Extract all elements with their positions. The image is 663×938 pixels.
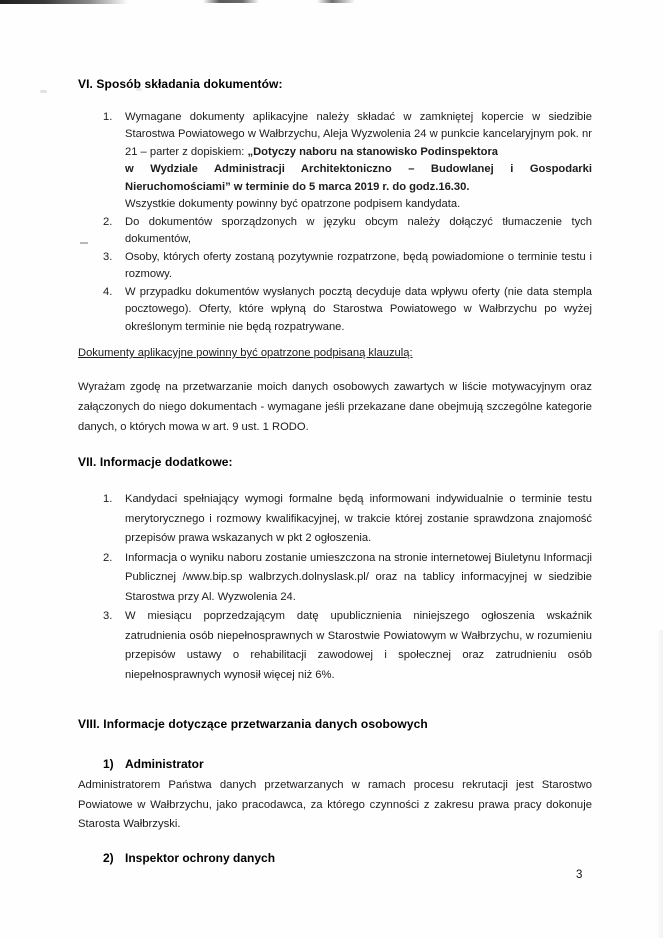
numbered-list — [78, 490, 592, 685]
list-item-number: 1. — [103, 110, 113, 123]
subsection-title: Administrator — [125, 756, 204, 771]
text-run: W przypadku dokumentów wysłanych pocztą decyduje data wpływu oferty (nie data stempla pocztowego). Oferty, które wpłyną do Starostwa Powiatowego w Wałbrzychu po wyżej określonym terminie nie będą rozpatrywane. — [125, 285, 592, 333]
list-item-text — [125, 109, 592, 214]
numbered-list — [78, 109, 592, 337]
text-run: Osoby, których oferty zostaną pozytywnie rozpatrzone, będą powiadomione o terminie testu i rozmowy. — [125, 250, 592, 280]
administrator-paragraph — [78, 776, 592, 835]
consent-paragraph — [78, 377, 592, 437]
list-item-text — [125, 490, 592, 549]
list-item — [103, 109, 592, 214]
list-item-number: 1. — [103, 493, 113, 505]
text-run: Wszystkie dokumenty powinny być opatrzone podpisem kandydata. — [125, 198, 461, 210]
text-run: Do dokumentów sporządzonych w języku obcym należy dołączyć tłumaczenie tych dokumentów, — [125, 215, 592, 245]
text-run: Wyrażam zgodę na przetwarzanie moich danych osobowych zawartych w liście motywacyjnym oraz załączonych do niego dokumentach - wymagane jeśli przekazane dane obejmują szczególne kategorie danych, o których mowa w art. 9 ust. 1 RODO. — [78, 380, 592, 433]
text-run: Informacja o wyniku naboru zostanie umieszczona na stronie internetowej Biuletynu Informacji Publicznej /www.bip.sp walbrzych.dolnyslask.pl/ oraz na tablicy informacyjnej w siedzibie Starostwa przy Al. Wyzwolenia 24. — [125, 551, 592, 603]
list-item — [103, 249, 592, 284]
subsection-title: Inspektor ochrony danych — [125, 850, 276, 865]
list-item — [103, 549, 592, 608]
text-run: w Wydziale Administracji Architektoniczno – Budowlanej i Gospodarki Nieruchomościami” w terminie do 5 marca 2019 r. do godz.16.30. — [125, 163, 592, 193]
list-item-number: 4. — [103, 285, 113, 298]
scan-artifact-top-strip — [203, 0, 259, 3]
section-heading: VII. Informacje dodatkowe: — [78, 454, 233, 469]
text-run: Wymagane dokumenty aplikacyjne należy składać w zamkniętej kopercie w siedzibie Starostwa Powiatowego w Wałbrzychu, Aleja Wyzwolenia 24 w punkcie kancelaryjnym pok. nr 21 – parter z dopiskiem: — [125, 110, 592, 158]
text-run: Dokumenty aplikacyjne powinny być opatrzone podpisaną klauzulą: — [78, 347, 413, 359]
subsection-number: 2) — [103, 850, 114, 865]
list-item — [103, 284, 592, 337]
list-item-text — [125, 284, 592, 337]
list-item-number: 2. — [103, 215, 113, 228]
list-item — [103, 490, 592, 549]
text-run: Administratorem Państwa danych przetwarzanych w ramach procesu rekrutacji jest Starostwo Powiatowe w Wałbrzychu, jako pracodawca, za którego czynności z zakresu prawa pracy dokonuje Starosta Wałbrzyski. — [78, 779, 592, 830]
section-viii — [78, 715, 592, 868]
subsection-heading — [78, 755, 592, 775]
page-number: 3 — [576, 869, 583, 881]
list-item-text — [125, 607, 592, 685]
text-run: Kandydaci spełniający wymogi formalne będą informowani indywidualnie o terminie testu merytorycznego i rozmowy kwalifikacyjnej, w trakcie której zostanie sprawdzona znajomość przepisów prawa wskazanych w pkt 2 ogłoszenia. — [125, 493, 592, 544]
list-item-text — [125, 249, 592, 284]
subsection-heading — [78, 849, 592, 869]
scan-artifact-edge-shadow — [656, 630, 663, 938]
section-vi — [78, 76, 592, 437]
list-item — [103, 214, 592, 249]
section-vii — [78, 453, 592, 686]
list-item-number: 3. — [103, 610, 113, 622]
text-run: W miesiącu poprzedzającym datę upublicznienia niniejszego ogłoszenia wskaźnik zatrudnienia osób niepełnosprawnych w Starostwie Powiatowym w Wałbrzychu, w rozumieniu przepisów ustawy o rehabilitacji zawodowej i społecznej oraz zatrudnieniu osób niepełnosprawnych wynosił więcej niż 6%. — [125, 610, 592, 681]
list-item-text — [125, 549, 592, 608]
scan-artifact-speck — [40, 90, 47, 93]
list-item-number: 2. — [103, 551, 113, 564]
scan-artifact-top-strip — [0, 0, 128, 4]
signed-clause-line — [78, 345, 592, 363]
list-item — [103, 607, 592, 685]
document-content — [78, 76, 592, 868]
section-heading: VIII. Informacje dotyczące przetwarzania danych osobowych — [78, 717, 428, 731]
list-item-number: 3. — [103, 250, 113, 263]
section-heading: VI. Sposób składania dokumentów: — [78, 77, 283, 91]
text-run: „Dotyczy naboru na stanowisko Podinspektora — [247, 145, 499, 158]
scan-artifact-top-strip — [317, 0, 355, 3]
list-item-text — [125, 214, 592, 249]
subsection-number: 1) — [103, 756, 114, 771]
